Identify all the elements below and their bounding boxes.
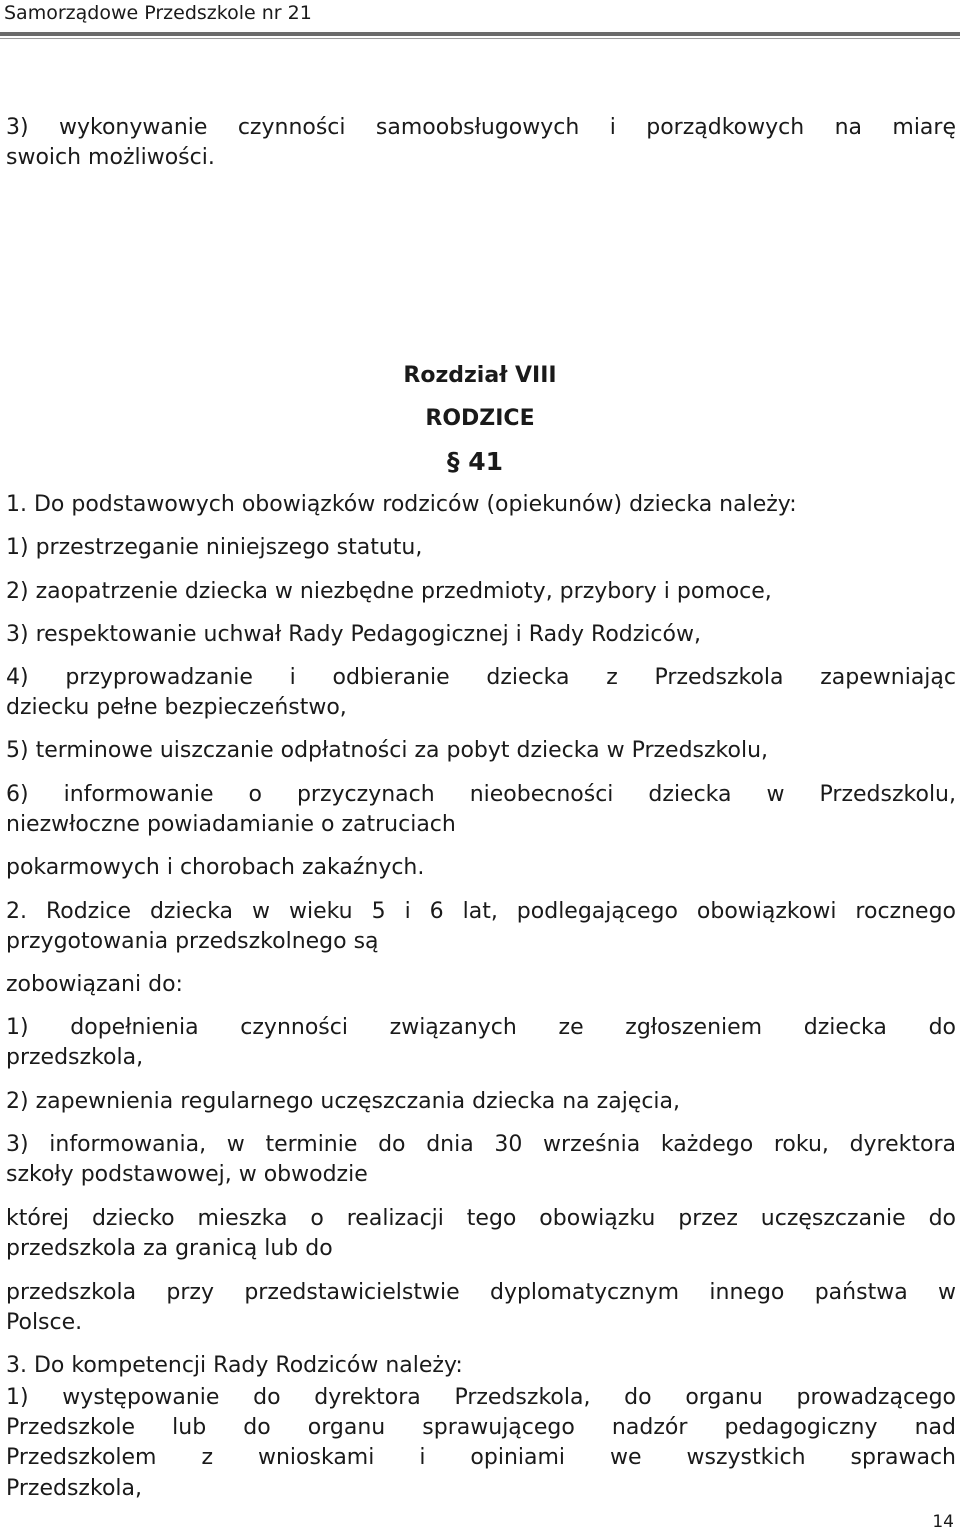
header-rule-thin (0, 38, 960, 39)
text-line: Przedszkola, (6, 1476, 142, 1501)
text-line: Przedszkolem z wnioskami i opiniami we wszystkich sprawach (6, 1445, 956, 1470)
text-line: 3) wykonywanie czynności samoobsługowych i porządkowych na miarę (6, 115, 956, 140)
text-line: 3. Do kompetencji Rady Rodziców należy: (6, 1353, 463, 1378)
chapter-title: Rozdział VIII (403, 363, 557, 388)
paragraph-number: § 41 (447, 447, 503, 476)
text-line: 1) przestrzeganie niniejszego statutu, (6, 535, 423, 560)
text-line: przedszkola przy przedstawicielstwie dyplomatycznym innego państwa w (6, 1280, 956, 1305)
text-line: 1. Do podstawowych obowiązków rodziców (opiekunów) dziecka należy: (6, 492, 797, 517)
text-line: szkoły podstawowej, w obwodzie (6, 1162, 368, 1187)
text-line: dziecku pełne bezpieczeństwo, (6, 695, 347, 720)
text-line: swoich możliwości. (6, 145, 215, 170)
header-title: Samorządowe Przedszkole nr 21 (4, 2, 312, 24)
text-line: 6) informowanie o przyczynach nieobecności dziecka w Przedszkolu, (6, 782, 956, 807)
text-line: 2) zapewnienia regularnego uczęszczania dziecka na zajęcia, (6, 1089, 681, 1114)
text-line: zobowiązani do: (6, 972, 183, 997)
text-line: 1) występowanie do dyrektora Przedszkola, do organu prowadzącego (6, 1385, 956, 1410)
text-line: niezwłoczne powiadamianie o zatruciach (6, 812, 456, 837)
text-line: przedszkola, (6, 1045, 144, 1070)
page-number: 14 (932, 1512, 954, 1532)
text-line: 3) informowania, w terminie do dnia 30 września każdego roku, dyrektora (6, 1132, 956, 1157)
text-line: 3) respektowanie uchwał Rady Pedagogicznej i Rady Rodziców, (6, 622, 701, 647)
text-line: Polsce. (6, 1310, 83, 1335)
page-header (0, 0, 960, 30)
header-rule-thick (0, 32, 960, 36)
chapter-subtitle: RODZICE (425, 406, 535, 431)
text-line: 4) przyprowadzanie i odbieranie dziecka z Przedszkola zapewniając (6, 665, 956, 690)
text-line: 2) zaopatrzenie dziecka w niezbędne przedmioty, przybory i pomoce, (6, 579, 772, 604)
text-line: której dziecko mieszka o realizacji tego obowiązku przez uczęszczanie do (6, 1206, 956, 1231)
text-line: 2. Rodzice dziecka w wieku 5 i 6 lat, podlegającego obowiązkowi rocznego (6, 899, 956, 924)
text-line: przygotowania przedszkolnego są (6, 929, 379, 954)
text-line: 1) dopełnienia czynności związanych ze zgłoszeniem dziecka do (6, 1015, 956, 1040)
text-line: 5) terminowe uiszczanie odpłatności za pobyt dziecka w Przedszkolu, (6, 738, 769, 763)
text-line: pokarmowych i chorobach zakaźnych. (6, 855, 425, 880)
text-line: przedszkola za granicą lub do (6, 1236, 333, 1261)
text-line: Przedszkole lub do organu sprawującego nadzór pedagogiczny nad (6, 1415, 956, 1440)
